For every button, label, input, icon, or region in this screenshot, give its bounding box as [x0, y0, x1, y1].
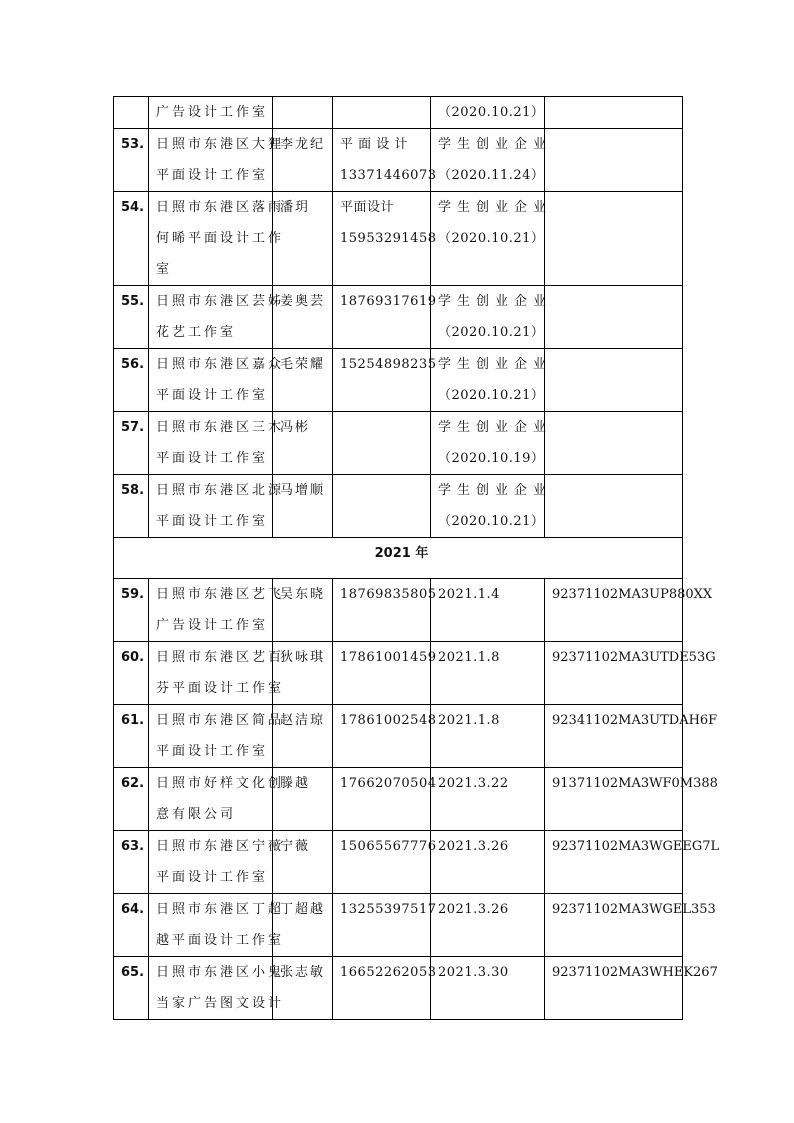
legal-person: 冯彬	[273, 412, 333, 475]
name-line: 意有限公司	[156, 807, 237, 822]
type-line: （2020.10.21）	[438, 514, 545, 529]
name-line: 广告设计工作室	[156, 618, 269, 633]
type-line: 学生创业企业	[438, 420, 553, 435]
enterprise-type	[431, 412, 553, 475]
table-row	[114, 349, 683, 412]
company-name	[149, 642, 285, 705]
row-number: 60.	[114, 642, 149, 705]
contact-line: 15065567776	[340, 839, 437, 854]
type-line: 2021.1.4	[438, 587, 500, 602]
legal-person: 吴东晓	[273, 579, 333, 642]
row-number: 54.	[114, 192, 149, 286]
contact-info	[333, 475, 431, 538]
name-line: 日照市东港区北源	[156, 483, 285, 498]
company-name	[149, 705, 285, 768]
name-line: 何晞平面设计工作	[156, 231, 285, 246]
company-name	[149, 192, 285, 286]
name-line: 越平面设计工作室	[156, 933, 285, 948]
credit-code	[545, 475, 683, 538]
contact-info	[333, 642, 437, 705]
table-row	[114, 705, 683, 768]
contact-line: 17861001459	[340, 650, 437, 665]
name-line: 当家广告图文设计	[156, 996, 285, 1011]
type-line: 学生创业企业	[438, 357, 553, 372]
name-line: 日照市东港区三木	[156, 420, 285, 435]
enterprise-registry-table	[113, 96, 720, 1020]
legal-person: 狄咏琪	[273, 642, 333, 705]
credit-code	[545, 286, 683, 349]
row-number: 64.	[114, 894, 149, 957]
legal-person: 张志敏	[273, 957, 333, 1020]
contact-info	[333, 831, 437, 894]
row-number: 58.	[114, 475, 149, 538]
legal-person: 丁超越	[273, 894, 333, 957]
name-line: 日照市东港区简品	[156, 713, 285, 728]
row-number: 55.	[114, 286, 149, 349]
table-row	[114, 768, 683, 831]
enterprise-type	[431, 957, 545, 1020]
name-line: 日照市东港区芸姊	[156, 294, 285, 309]
enterprise-type	[431, 894, 545, 957]
legal-person: 宁薇	[273, 831, 333, 894]
contact-line: 13371446073	[340, 168, 437, 183]
contact-info	[333, 129, 437, 192]
type-line: 2021.3.22	[438, 776, 509, 791]
credit-code: 92341102MA3UTDAH6F	[545, 705, 683, 768]
enterprise-type	[431, 475, 553, 538]
row-number: 65.	[114, 957, 149, 1020]
name-line: 平面设计工作室	[156, 744, 269, 759]
company-name	[149, 129, 285, 192]
rows-2020	[114, 97, 683, 538]
enterprise-type	[431, 642, 545, 705]
type-line: （2020.10.19）	[438, 451, 545, 466]
type-line: 2021.3.26	[438, 902, 509, 917]
row-number: 57.	[114, 412, 149, 475]
row-number: 53.	[114, 129, 149, 192]
table-row	[114, 642, 683, 705]
contact-info	[333, 412, 431, 475]
company-name	[149, 475, 285, 538]
contact-line: 15254898235	[340, 357, 437, 372]
name-line: 日照市东港区大狸	[156, 137, 285, 152]
rows-2021	[114, 579, 720, 1020]
enterprise-type	[431, 129, 553, 192]
legal-person	[273, 97, 333, 129]
name-line: 平面设计工作室	[156, 451, 269, 466]
contact-line: 平 面 设 计	[340, 137, 408, 152]
table-row	[114, 412, 683, 475]
contact-line: 16652262053	[340, 965, 437, 980]
name-line: 日照市东港区小鬼	[156, 965, 285, 980]
table-row	[114, 579, 683, 642]
credit-code: 92371102MA3UP880XX	[545, 579, 683, 642]
name-line: 平面设计工作室	[156, 388, 269, 403]
type-line: （2020.10.21）	[438, 388, 545, 403]
type-line: 学生创业企业	[438, 294, 553, 309]
name-line: 室	[156, 262, 173, 277]
company-name	[149, 768, 285, 831]
name-line: 日照市东港区丁超	[156, 902, 285, 917]
credit-code: 92371102MA3WGEEG7L	[545, 831, 683, 894]
name-line: 广告设计工作室	[156, 105, 269, 120]
company-name	[149, 97, 273, 129]
credit-code	[545, 129, 683, 192]
name-line: 平面设计工作室	[156, 168, 269, 183]
row-number: 59.	[114, 579, 149, 642]
name-line: 日照市东港区嘉众	[156, 357, 285, 372]
name-line: 日照市东港区落雨	[156, 200, 285, 215]
contact-line: 17861002548	[340, 713, 437, 728]
company-name	[149, 349, 285, 412]
enterprise-type	[431, 705, 545, 768]
contact-info	[333, 705, 437, 768]
year-row	[114, 538, 683, 579]
company-name	[149, 831, 285, 894]
type-line: （2020.11.24）	[438, 168, 545, 183]
type-line: 学生创业企业	[438, 137, 553, 152]
name-line: 平面设计工作室	[156, 514, 269, 529]
credit-code: 91371102MA3WF0M388	[545, 768, 683, 831]
legal-person: 潘玥	[273, 192, 333, 286]
name-line: 平面设计工作室	[156, 870, 269, 885]
name-line: 日照市东港区宁薇	[156, 839, 285, 854]
contact-info	[333, 894, 437, 957]
contact-info	[333, 97, 431, 129]
contact-line: 15953291458	[340, 231, 437, 246]
contact-line: 13255397517	[340, 902, 437, 917]
legal-person: 姜奥芸	[273, 286, 333, 349]
type-line: 2021.1.8	[438, 713, 500, 728]
enterprise-type	[431, 768, 545, 831]
contact-info	[333, 349, 437, 412]
credit-code: 92371102MA3WGEL353	[545, 894, 683, 957]
company-name	[149, 894, 285, 957]
year-section	[114, 538, 683, 579]
type-line: 2021.3.30	[438, 965, 509, 980]
credit-code: 92371102MA3UTDE53G	[545, 642, 683, 705]
contact-info	[333, 192, 437, 286]
enterprise-type	[431, 192, 553, 286]
table-row	[114, 831, 683, 894]
credit-code	[545, 97, 683, 129]
company-name	[149, 957, 285, 1020]
enterprise-type	[431, 831, 545, 894]
contact-info	[333, 286, 437, 349]
name-line: 日照市东港区艺百	[156, 650, 285, 665]
type-line: （2020.10.21）	[438, 325, 545, 340]
contact-line: 平面设计	[340, 200, 395, 215]
row-number: 62.	[114, 768, 149, 831]
enterprise-type	[431, 349, 553, 412]
type-line: 2021.1.8	[438, 650, 500, 665]
table-row	[114, 475, 683, 538]
table-row	[114, 286, 683, 349]
contact-info	[333, 579, 437, 642]
table-row	[114, 957, 683, 1020]
credit-code	[545, 192, 683, 286]
enterprise-type	[431, 97, 545, 129]
credit-code	[545, 412, 683, 475]
contact-line: 17662070504	[340, 776, 437, 791]
type-line: （2020.10.21）	[438, 105, 545, 120]
credit-code	[545, 349, 683, 412]
company-name	[149, 286, 285, 349]
contact-info	[333, 957, 437, 1020]
credit-code: 92371102MA3WHEK267	[545, 957, 683, 1020]
name-line: 日照市东港区艺飞	[156, 587, 285, 602]
row-number	[114, 97, 149, 129]
legal-person: 滕越	[273, 768, 333, 831]
table-row	[114, 129, 683, 192]
legal-person: 李龙纪	[273, 129, 333, 192]
type-line: 学生创业企业	[438, 483, 553, 498]
table-row	[114, 894, 683, 957]
legal-person: 毛荣耀	[273, 349, 333, 412]
enterprise-type	[431, 579, 545, 642]
enterprise-type	[431, 286, 553, 349]
contact-line: 18769835805	[340, 587, 437, 602]
legal-person: 赵洁琼	[273, 705, 333, 768]
table-row	[114, 97, 683, 129]
type-line: （2020.10.21）	[438, 231, 545, 246]
company-name	[149, 579, 285, 642]
table-row	[114, 192, 683, 286]
row-number: 63.	[114, 831, 149, 894]
year-heading: 2021 年	[114, 538, 683, 579]
type-line: 2021.3.26	[438, 839, 509, 854]
company-name	[149, 412, 285, 475]
name-line: 日照市好样文化创	[156, 776, 285, 791]
contact-info	[333, 768, 437, 831]
row-number: 56.	[114, 349, 149, 412]
type-line: 学生创业企业	[438, 200, 553, 215]
legal-person: 马增顺	[273, 475, 333, 538]
name-line: 芬平面设计工作室	[156, 681, 285, 696]
row-number: 61.	[114, 705, 149, 768]
contact-line: 18769317619	[340, 294, 437, 309]
name-line: 花艺工作室	[156, 325, 237, 340]
